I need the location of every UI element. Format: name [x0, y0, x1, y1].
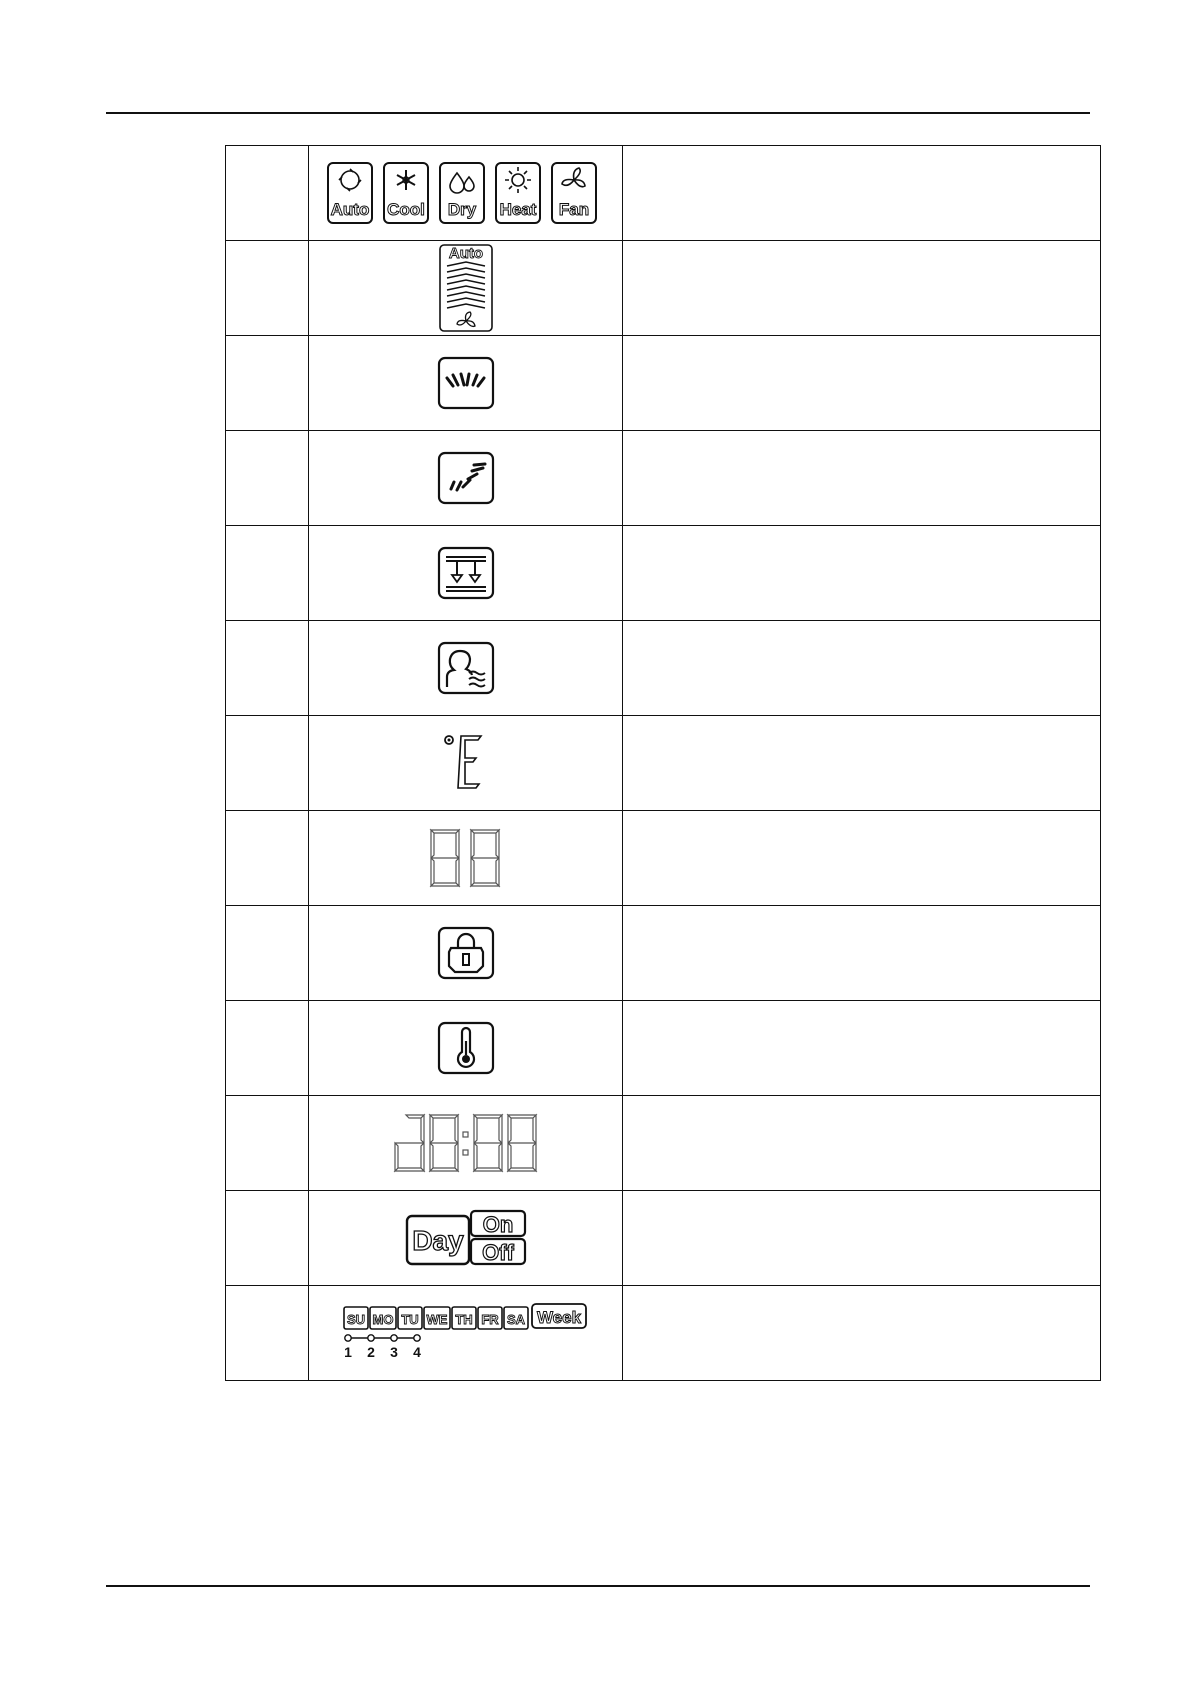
lock-icon — [437, 926, 495, 980]
svg-text:Fan: Fan — [558, 200, 589, 219]
icon-cell — [309, 716, 623, 811]
period-timeline — [344, 1335, 421, 1360]
row-number-cell — [226, 1096, 309, 1191]
icon-cell — [309, 241, 623, 336]
description-cell — [623, 146, 1101, 241]
table-row — [226, 241, 1101, 336]
mode-heat-icon — [496, 163, 540, 223]
period-1-label: 1 — [343, 1344, 352, 1360]
fan-speed-icon — [439, 244, 493, 332]
icon-cell — [309, 1191, 623, 1286]
description-cell — [623, 1191, 1101, 1286]
two-digit-display-icon — [428, 829, 504, 887]
table-row — [226, 1001, 1101, 1096]
footer-rule — [106, 1585, 1090, 1587]
svg-text:Off: Off — [481, 1240, 514, 1265]
svg-text:Day: Day — [411, 1225, 464, 1256]
icon-table — [225, 145, 1101, 1381]
row-number-cell — [226, 1191, 309, 1286]
icon-cell — [309, 1286, 623, 1381]
icon-cell — [309, 146, 623, 241]
table-row — [226, 526, 1101, 621]
thermometer-icon — [437, 1021, 495, 1075]
louver-icon — [437, 451, 495, 505]
swing-icon — [437, 356, 495, 410]
description-cell — [623, 906, 1101, 1001]
row-number-cell — [226, 811, 309, 906]
svg-text:On: On — [482, 1212, 513, 1237]
day-th-label: TH — [454, 1312, 473, 1327]
period-4-label: 4 — [412, 1344, 421, 1360]
icon-cell — [309, 1001, 623, 1096]
icon-cell — [309, 526, 623, 621]
description-cell — [623, 336, 1101, 431]
period-3-label: 3 — [389, 1344, 398, 1360]
row-number-cell — [226, 1001, 309, 1096]
description-cell — [623, 526, 1101, 621]
person-icon — [437, 641, 495, 695]
clock-display-icon — [391, 1114, 541, 1172]
day-icon — [407, 1216, 469, 1264]
mode-auto-icon — [328, 163, 372, 223]
description-cell — [623, 431, 1101, 526]
description-cell — [623, 811, 1101, 906]
row-number-cell — [226, 716, 309, 811]
row-number-cell — [226, 241, 309, 336]
row-number-cell — [226, 1286, 309, 1381]
header-rule — [106, 112, 1090, 114]
period-2-label: 2 — [366, 1344, 375, 1360]
mode-fan-icon — [552, 163, 596, 223]
day-mo-label: MO — [372, 1312, 393, 1327]
svg-text:Cool: Cool — [386, 200, 425, 219]
svg-text:Heat: Heat — [499, 200, 536, 219]
table-row — [226, 621, 1101, 716]
temperature-unit-icon — [443, 734, 489, 792]
svg-text:Auto: Auto — [448, 245, 483, 262]
row-number-cell — [226, 621, 309, 716]
icon-cell — [309, 431, 623, 526]
timer-day-on-off-icon — [405, 1210, 527, 1266]
row-number-cell — [226, 906, 309, 1001]
table-row — [226, 1191, 1101, 1286]
description-cell — [623, 716, 1101, 811]
row-number-cell — [226, 526, 309, 621]
table-row — [226, 811, 1101, 906]
day-tu-label: TU — [400, 1312, 419, 1327]
row-number-cell — [226, 336, 309, 431]
off-icon — [471, 1239, 525, 1265]
filter-icon — [437, 546, 495, 600]
description-cell — [623, 1001, 1101, 1096]
mode-dry-icon — [440, 163, 484, 223]
mode-icons — [326, 161, 606, 225]
svg-text:Auto: Auto — [330, 200, 369, 219]
table-row — [226, 431, 1101, 526]
table-row — [226, 716, 1101, 811]
row-number-cell — [226, 431, 309, 526]
svg-text:Dry: Dry — [447, 200, 476, 219]
table-row — [226, 1286, 1101, 1381]
description-cell — [623, 1096, 1101, 1191]
on-icon — [471, 1211, 525, 1237]
week-schedule-icon — [342, 1301, 590, 1365]
description-cell — [623, 1286, 1101, 1381]
table-row — [226, 146, 1101, 241]
svg-text:Week: Week — [536, 1308, 581, 1327]
day-fr-label: FR — [480, 1312, 499, 1327]
icon-cell — [309, 1096, 623, 1191]
week-label-icon — [532, 1304, 586, 1328]
row-number-cell — [226, 146, 309, 241]
description-cell — [623, 241, 1101, 336]
table-row — [226, 336, 1101, 431]
icon-cell — [309, 811, 623, 906]
table-row — [226, 1096, 1101, 1191]
icon-cell — [309, 621, 623, 716]
description-cell — [623, 621, 1101, 716]
icon-cell — [309, 906, 623, 1001]
mode-cool-icon — [384, 163, 428, 223]
day-we-label: WE — [426, 1312, 447, 1327]
icon-cell — [309, 336, 623, 431]
day-sa-label: SA — [506, 1312, 525, 1327]
day-su-label: SU — [346, 1312, 365, 1327]
table-row — [226, 906, 1101, 1001]
